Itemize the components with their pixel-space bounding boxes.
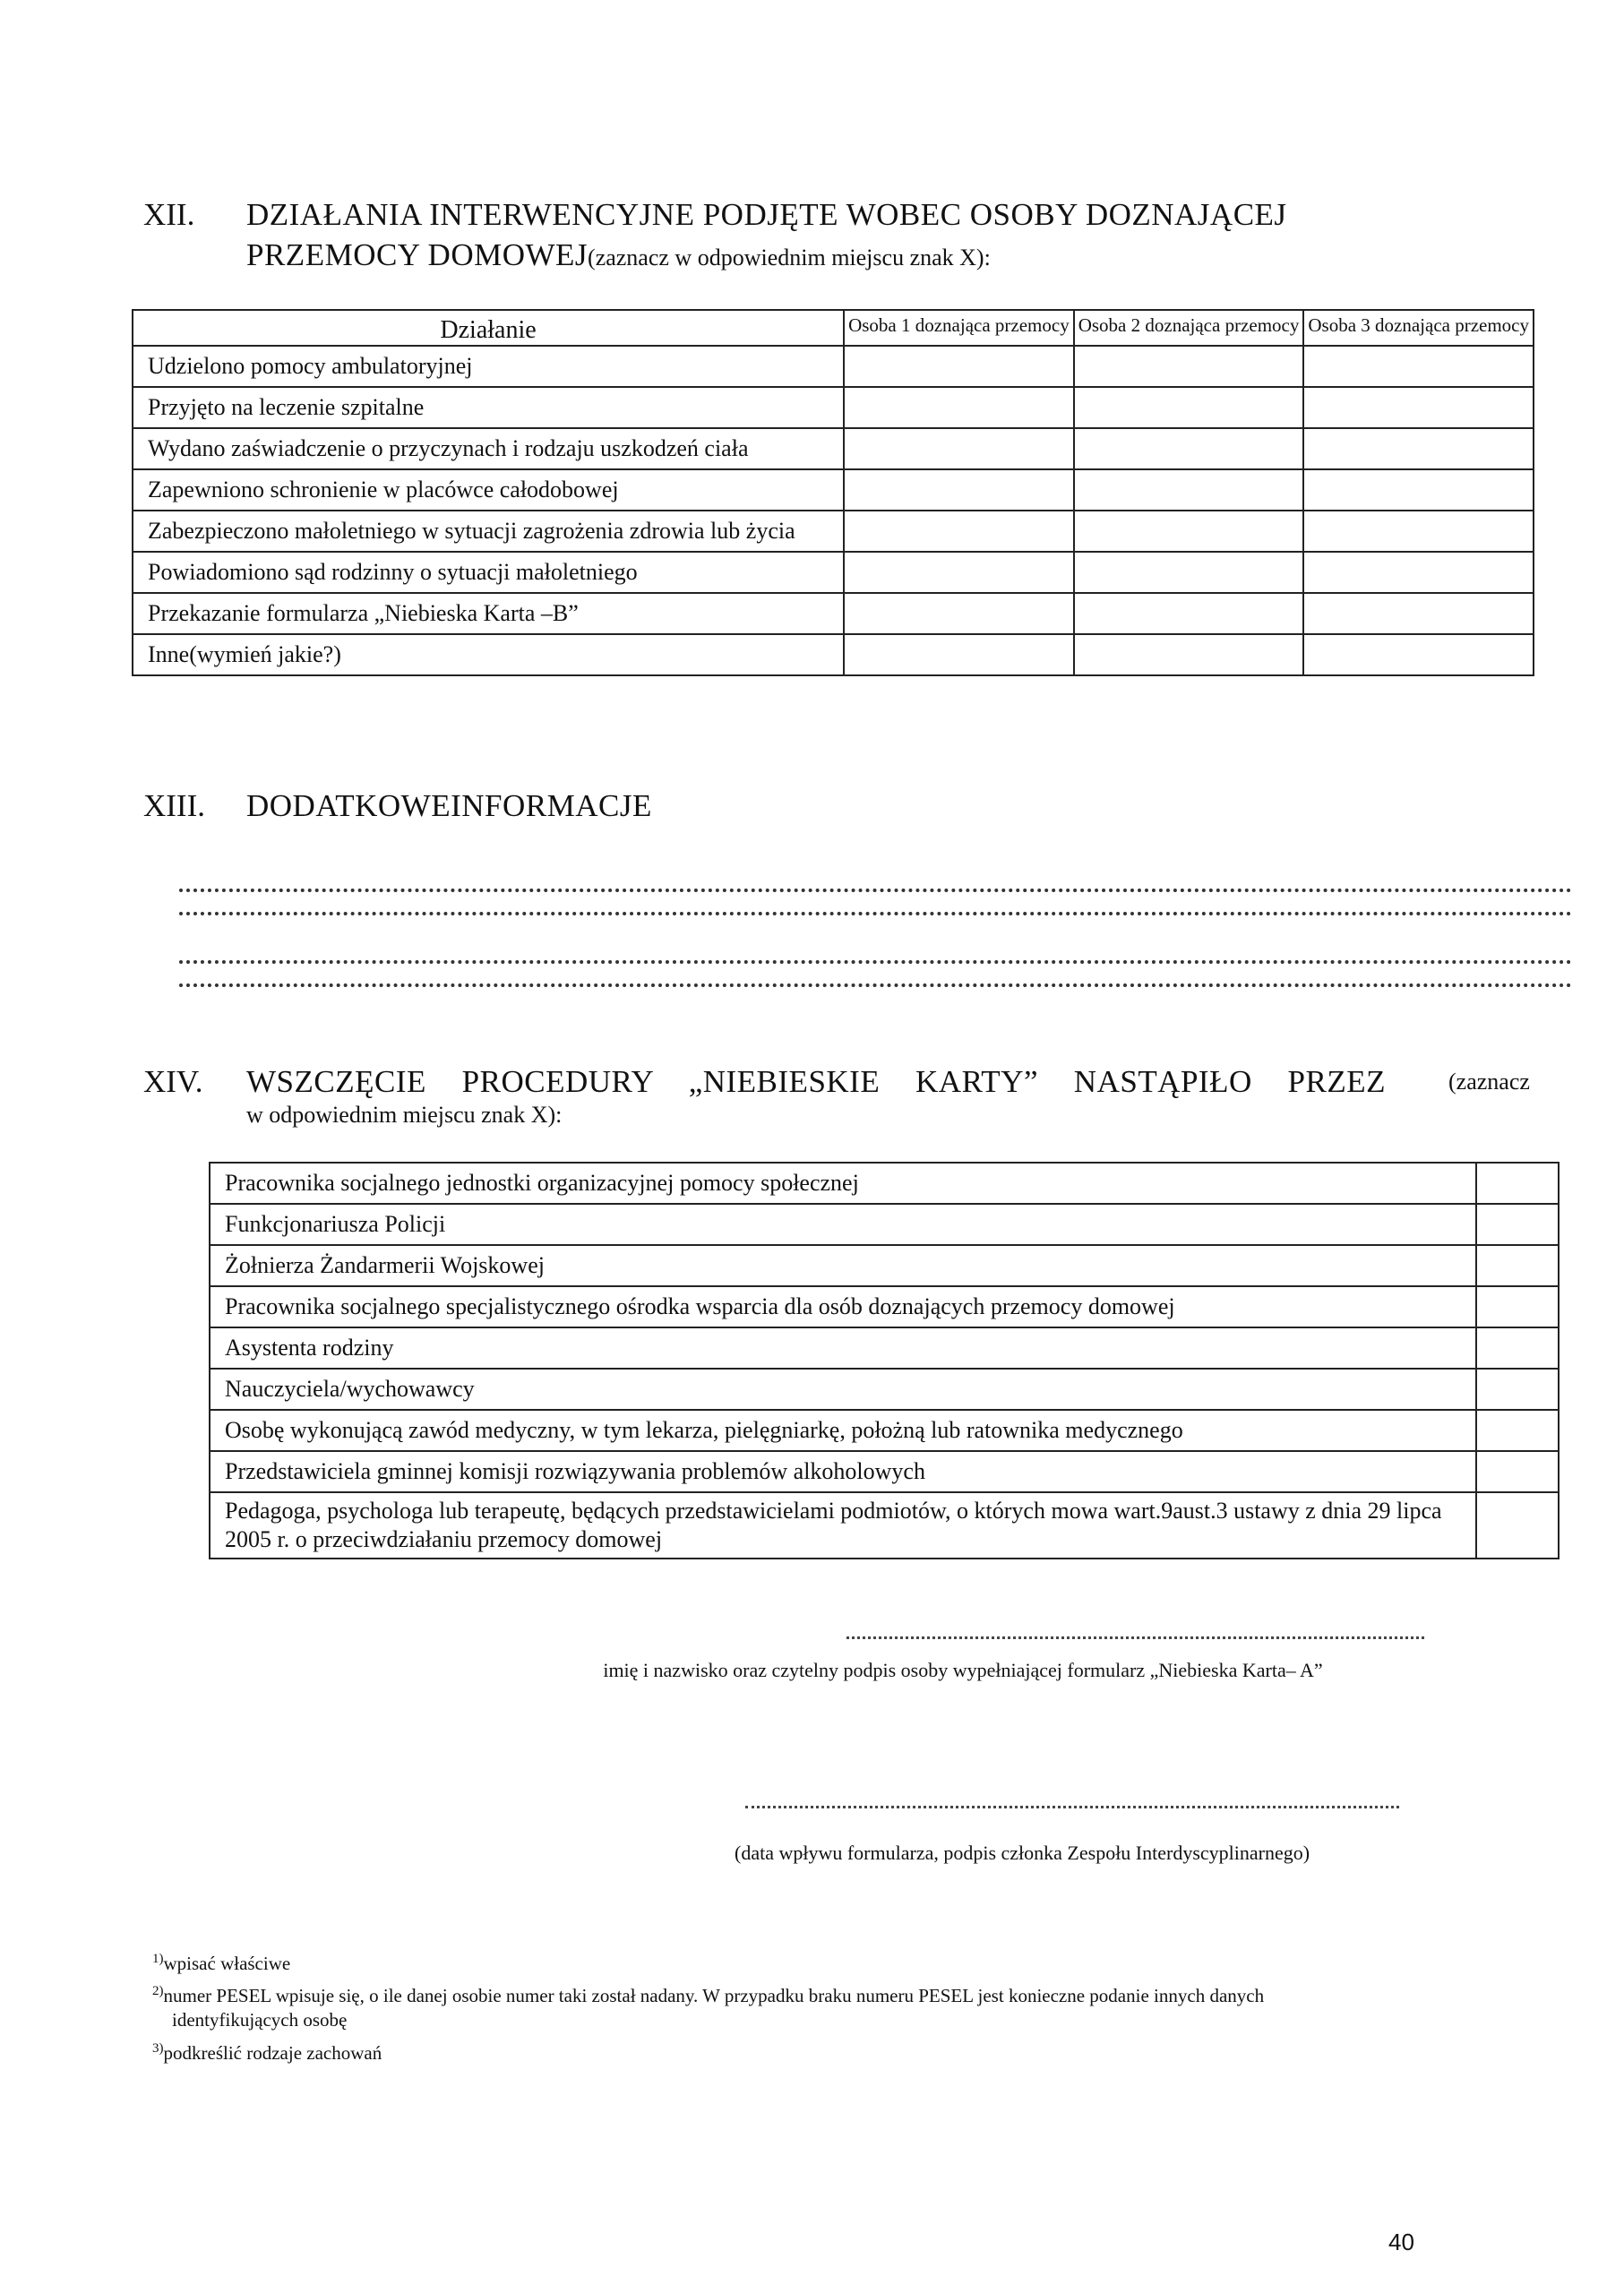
checkbox-cell[interactable] — [1074, 511, 1304, 552]
team-signature-caption: (data wpływu formularza, podpis członka Zespołu Interdyscyplinarnego) — [735, 1842, 1310, 1864]
additional-info-line-4[interactable] — [179, 983, 1572, 987]
table-row — [210, 1163, 1559, 1204]
checkbox-cell[interactable] — [1074, 387, 1304, 428]
section-14-instruction-a: (zaznacz — [1448, 1069, 1530, 1095]
checkbox-cell[interactable] — [1476, 1410, 1559, 1451]
checkbox-cell[interactable] — [844, 346, 1074, 387]
footnote-3-text: podkreślić rodzaje zachowań — [163, 2042, 382, 2064]
initiator-label: Przedstawiciela gminnej komisji rozwiązywania problemów alkoholowych — [210, 1451, 1476, 1492]
footnote-2 — [152, 1978, 1264, 2009]
checkbox-cell[interactable] — [1303, 511, 1534, 552]
checkbox-cell[interactable] — [844, 428, 1074, 469]
checkbox-cell[interactable] — [844, 511, 1074, 552]
filler-signature-caption: imię i nazwisko oraz czytelny podpis osoby wypełniającej formularz „Niebieska Karta– A” — [603, 1659, 1323, 1681]
table-row — [210, 1369, 1559, 1410]
person-1-header: Osoba 1 doznająca przemocy — [844, 310, 1074, 346]
team-signature-line[interactable] — [745, 1806, 1399, 1808]
checkbox-cell[interactable] — [1303, 346, 1534, 387]
footnote-2-continued — [172, 2006, 347, 2033]
checkbox-cell[interactable] — [1476, 1492, 1559, 1559]
checkbox-cell[interactable] — [1074, 593, 1304, 634]
interventions-header-row — [133, 310, 1534, 346]
footnote-1-text: wpisać właściwe — [163, 1953, 291, 1974]
checkbox-cell[interactable] — [844, 387, 1074, 428]
checkbox-cell[interactable] — [1074, 346, 1304, 387]
table-row — [133, 511, 1534, 552]
section-12-title: DZIAŁANIA INTERWENCYJNE PODJĘTE WOBEC OSOBY DOZNAJĄCEJ — [246, 197, 1287, 232]
checkbox-cell[interactable] — [1074, 552, 1304, 593]
section-12-instruction: (zaznacz w odpowiednim miejscu znak X): — [588, 245, 991, 271]
section-12-title2: PRZEMOCY DOMOWEJ — [246, 237, 589, 272]
checkbox-cell[interactable] — [1303, 428, 1534, 469]
checkbox-cell[interactable] — [1476, 1286, 1559, 1327]
table-row — [133, 428, 1534, 469]
table-row — [210, 1410, 1559, 1451]
initiator-label: Asystenta rodziny — [210, 1327, 1476, 1369]
checkbox-cell[interactable] — [1476, 1163, 1559, 1204]
table-row — [133, 387, 1534, 428]
initiator-label: Nauczyciela/wychowawcy — [210, 1369, 1476, 1410]
checkbox-cell[interactable] — [1476, 1369, 1559, 1410]
initiator-label: Funkcjonariusza Policji — [210, 1204, 1476, 1245]
section-14-title-text: WSZCZĘCIE PROCEDURY „NIEBIESKIE KARTY” NASTĄPIŁO PRZEZ — [246, 1064, 1386, 1099]
checkbox-cell[interactable] — [1303, 387, 1534, 428]
footnote-1 — [152, 1945, 290, 1977]
additional-info-line-1[interactable] — [179, 889, 1572, 892]
table-row — [133, 469, 1534, 511]
table-row — [210, 1204, 1559, 1245]
footnote-2-text: numer PESEL wpisuje się, o ile danej osobie numer taki został nadany. W przypadku braku numeru PESEL jest konieczne podanie innych danych — [163, 1985, 1265, 2006]
checkbox-cell[interactable] — [1074, 428, 1304, 469]
table-row — [210, 1451, 1559, 1492]
page-number: 40 — [1388, 2229, 1414, 2255]
section-14-instruction-b: w odpowiednim miejscu znak X): — [246, 1102, 563, 1128]
section-12-number: XII. — [143, 197, 195, 232]
footnote-1-mark: 1) — [152, 1952, 164, 1966]
action-column-header: Działanie — [133, 310, 844, 346]
checkbox-cell[interactable] — [844, 634, 1074, 675]
checkbox-cell[interactable] — [1074, 469, 1304, 511]
action-label: Przekazanie formularza „Niebieska Karta –B” — [133, 593, 844, 634]
table-row — [210, 1286, 1559, 1327]
action-label: Inne(wymień jakie?) — [133, 634, 844, 675]
initiator-label: Osobę wykonującą zawód medyczny, w tym lekarza, pielęgniarkę, położną lub ratownika medycznego — [210, 1410, 1476, 1451]
table-row — [133, 552, 1534, 593]
initiator-label: Żołnierza Żandarmerii Wojskowej — [210, 1245, 1476, 1286]
checkbox-cell[interactable] — [1303, 593, 1534, 634]
section-13-title: DODATKOWEINFORMACJE — [246, 788, 652, 823]
person-3-header: Osoba 3 doznająca przemocy — [1303, 310, 1534, 346]
additional-info-line-2[interactable] — [179, 912, 1572, 915]
action-label: Zapewniono schronienie w placówce całodobowej — [133, 469, 844, 511]
additional-info-line-3[interactable] — [179, 960, 1572, 964]
table-row — [133, 346, 1534, 387]
action-label: Przyjęto na leczenie szpitalne — [133, 387, 844, 428]
person-2-header: Osoba 2 doznająca przemocy — [1074, 310, 1304, 346]
section-14-number: XIV. — [143, 1064, 203, 1099]
footnote-2-cont-text: identyfikujących osobę — [172, 2009, 348, 2031]
checkbox-cell[interactable] — [1476, 1451, 1559, 1492]
section-14-title — [246, 1064, 1386, 1100]
action-label: Zabezpieczono małoletniego w sytuacji zagrożenia zdrowia lub życia — [133, 511, 844, 552]
checkbox-cell[interactable] — [1476, 1245, 1559, 1286]
checkbox-cell[interactable] — [844, 552, 1074, 593]
footnote-3 — [152, 2035, 382, 2066]
footnote-3-mark: 3) — [152, 2041, 164, 2056]
filler-signature-line[interactable] — [846, 1636, 1424, 1639]
action-label: Powiadomiono sąd rodzinny o sytuacji małoletniego — [133, 552, 844, 593]
table-row — [210, 1327, 1559, 1369]
checkbox-cell[interactable] — [1476, 1327, 1559, 1369]
section-13-number: XIII. — [143, 788, 205, 823]
action-label: Wydano zaświadczenie o przyczynach i rodzaju uszkodzeń ciała — [133, 428, 844, 469]
initiator-label: Pracownika socjalnego specjalistycznego ośrodka wsparcia dla osób doznających przemocy domowej — [210, 1286, 1476, 1327]
checkbox-cell[interactable] — [844, 469, 1074, 511]
checkbox-cell[interactable] — [1303, 634, 1534, 675]
interventions-table — [132, 309, 1534, 676]
table-row — [133, 634, 1534, 675]
action-label: Udzielono pomocy ambulatoryjnej — [133, 346, 844, 387]
checkbox-cell[interactable] — [1303, 552, 1534, 593]
checkbox-cell[interactable] — [1303, 469, 1534, 511]
table-row — [133, 593, 1534, 634]
table-row — [210, 1245, 1559, 1286]
checkbox-cell[interactable] — [1476, 1204, 1559, 1245]
initiator-label: Pedagoga, psychologa lub terapeutę, będących przedstawicielami podmiotów, o których mowa wart.9aust.3 ustawy z dnia 29 lipca 2005 r. o przeciwdziałaniu przemocy domowej — [210, 1492, 1476, 1559]
footnote-2-mark: 2) — [152, 1984, 164, 1998]
initiator-label: Pracownika socjalnego jednostki organizacyjnej pomocy społecznej — [210, 1163, 1476, 1204]
section-12-title-line2 — [246, 237, 991, 273]
checkbox-cell[interactable] — [1074, 634, 1304, 675]
checkbox-cell[interactable] — [844, 593, 1074, 634]
procedure-initiator-table — [209, 1162, 1560, 1559]
table-row — [210, 1492, 1559, 1559]
